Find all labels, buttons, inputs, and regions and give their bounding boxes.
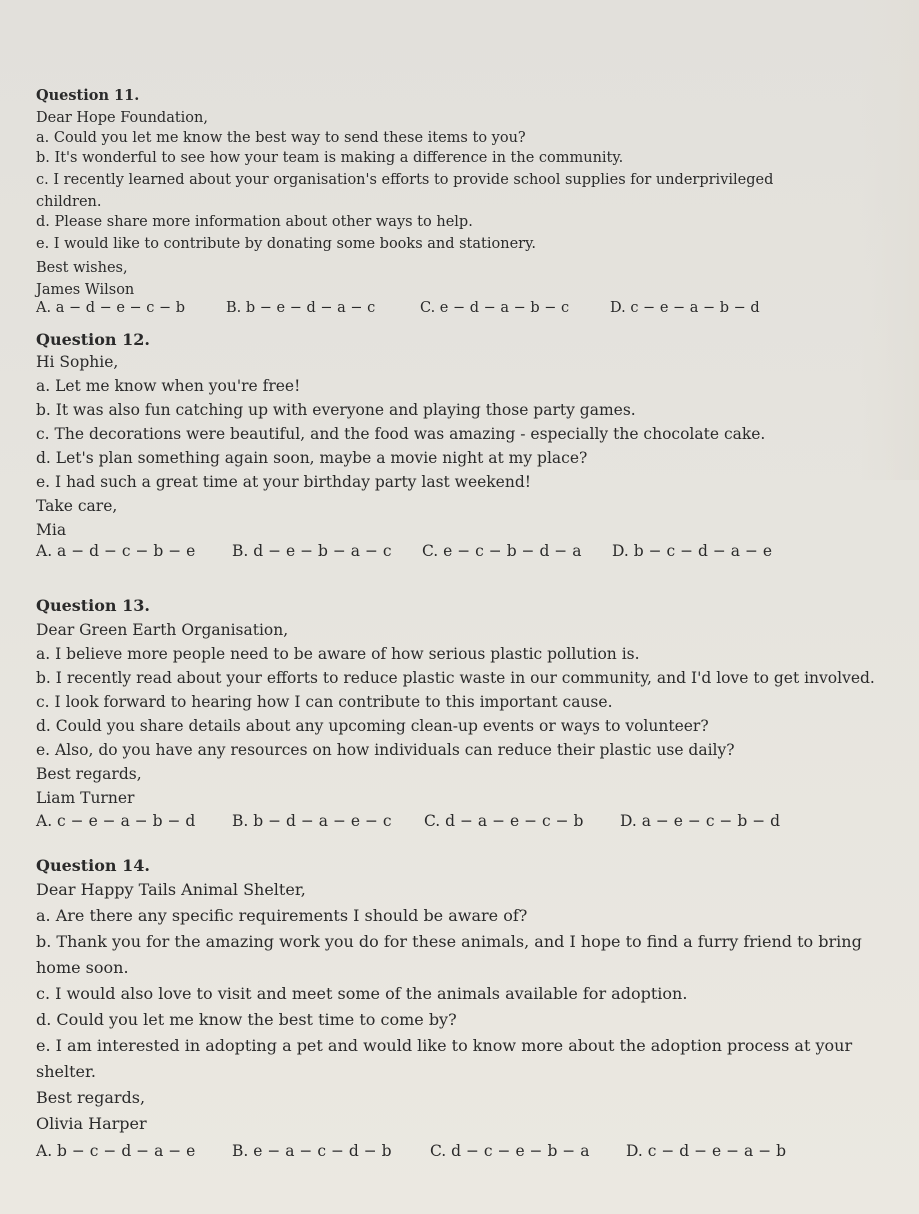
sentence-c: c. I look forward to hearing how I can contribute to this important cause. (36, 693, 613, 711)
option-d[interactable]: D. c − e − a − b − d (610, 300, 760, 316)
sentence-a: a. Could you let me know the best way to send these items to you? (36, 130, 526, 146)
closing: Take care, (36, 497, 118, 515)
answer-options (36, 300, 796, 322)
question-title: Question 13. (36, 596, 150, 615)
sentence-c-continued: children. (36, 194, 102, 210)
option-c[interactable]: C. d − a − e − c − b (424, 812, 584, 830)
greeting: Hi Sophie, (36, 353, 119, 371)
closing: Best regards, (36, 1088, 146, 1107)
option-c[interactable]: C. e − c − b − d − a (422, 542, 582, 560)
option-b[interactable]: B. b − e − d − a − c (226, 300, 376, 316)
closing: Best regards, (36, 765, 142, 783)
sentence-c: c. The decorations were beautiful, and the food was amazing - especially the chocolate cake. (36, 425, 766, 443)
sentence-d: d. Let's plan something again soon, maybe a movie night at my place? (36, 449, 588, 467)
signature: Liam Turner (36, 789, 135, 807)
answer-options (36, 812, 796, 834)
sentence-e: e. I would like to contribute by donating some books and stationery. (36, 236, 536, 252)
closing: Best wishes, (36, 260, 128, 276)
sentence-d: d. Could you share details about any upcoming clean-up events or ways to volunteer? (36, 717, 709, 735)
option-b[interactable]: B. b − d − a − e − c (232, 812, 392, 830)
option-b[interactable]: B. e − a − c − d − b (232, 1142, 392, 1160)
sentence-a: a. Let me know when you're free! (36, 377, 301, 395)
option-d[interactable]: D. b − c − d − a − e (612, 542, 773, 560)
option-a[interactable]: A. a − d − c − b − e (36, 542, 196, 560)
option-d[interactable]: D. a − e − c − b − d (620, 812, 781, 830)
option-a[interactable]: A. a − d − e − c − b (36, 300, 186, 316)
signature: Mia (36, 521, 67, 539)
answer-options (36, 1142, 796, 1164)
option-d[interactable]: D. c − d − e − a − b (626, 1142, 787, 1160)
sentence-d: d. Could you let me know the best time to come by? (36, 1010, 457, 1029)
adjacent-page-edge (859, 0, 919, 480)
signature: Olivia Harper (36, 1114, 147, 1133)
sentence-e: e. Also, do you have any resources on how individuals can reduce their plastic use daily? (36, 741, 735, 759)
sentence-e: e. I am interested in adopting a pet and would like to know more about the adoption process at your (36, 1036, 853, 1055)
greeting: Dear Happy Tails Animal Shelter, (36, 880, 306, 899)
option-a[interactable]: A. b − c − d − a − e (36, 1142, 196, 1160)
signature: James Wilson (36, 282, 135, 298)
option-b[interactable]: B. d − e − b − a − c (232, 542, 392, 560)
greeting: Dear Hope Foundation, (36, 110, 208, 126)
option-c[interactable]: C. d − c − e − b − a (430, 1142, 590, 1160)
question-title: Question 11. (36, 87, 140, 104)
sentence-b: b. I recently read about your efforts to reduce plastic waste in our community, and I'd love to get involved. (36, 669, 875, 687)
sentence-e-continued: shelter. (36, 1062, 96, 1081)
sentence-c: c. I would also love to visit and meet some of the animals available for adoption. (36, 984, 688, 1003)
sentence-d: d. Please share more information about other ways to help. (36, 214, 473, 230)
option-a[interactable]: A. c − e − a − b − d (36, 812, 196, 830)
answer-options (36, 542, 796, 564)
sentence-a: a. Are there any specific requirements I should be aware of? (36, 906, 528, 925)
question-title: Question 12. (36, 330, 150, 349)
option-c[interactable]: C. e − d − a − b − c (420, 300, 570, 316)
sentence-c: c. I recently learned about your organisation's efforts to provide school supplies for underprivileged (36, 172, 774, 188)
greeting: Dear Green Earth Organisation, (36, 621, 289, 639)
sentence-a: a. I believe more people need to be aware of how serious plastic pollution is. (36, 645, 640, 663)
sentence-e: e. I had such a great time at your birthday party last weekend! (36, 473, 531, 491)
sentence-b: b. Thank you for the amazing work you do for these animals, and I hope to find a furry friend to bring (36, 932, 862, 951)
sentence-b-continued: home soon. (36, 958, 129, 977)
sentence-b: b. It was also fun catching up with everyone and playing those party games. (36, 401, 636, 419)
question-title: Question 14. (36, 856, 150, 875)
sentence-b: b. It's wonderful to see how your team is making a difference in the community. (36, 150, 624, 166)
